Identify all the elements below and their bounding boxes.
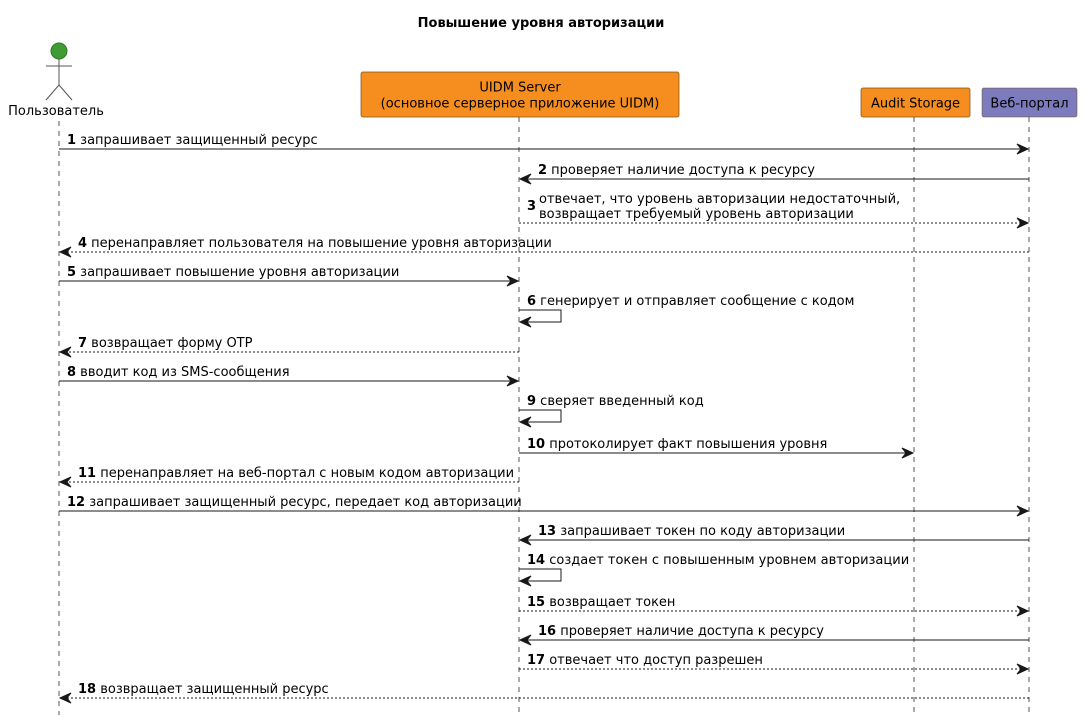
message-17[interactable]	[519, 653, 1028, 674]
message-text: вводит код из SMS-сообщения	[76, 365, 290, 380]
message-8[interactable]	[59, 365, 518, 386]
message-text: отвечает, что уровень авторизации недостаточный,	[539, 192, 901, 207]
message-label	[67, 495, 522, 510]
message-9[interactable]	[519, 394, 704, 427]
participant-audit[interactable]	[861, 88, 970, 117]
message-number: 7	[78, 336, 88, 351]
message-text: перенаправляет пользователя на повышение уровня авторизации	[87, 236, 552, 251]
message-label	[67, 365, 290, 380]
message-12[interactable]	[59, 495, 1028, 516]
message-18[interactable]	[60, 682, 1029, 703]
arrowhead	[60, 247, 71, 257]
message-number: 17	[527, 653, 546, 668]
message-2[interactable]	[520, 163, 1029, 184]
message-label	[538, 163, 815, 178]
message-7[interactable]	[60, 336, 519, 357]
message-text: возвращает форму OTP	[87, 336, 253, 351]
message-label	[527, 553, 909, 568]
message-16[interactable]	[520, 624, 1029, 645]
message-label	[538, 624, 824, 639]
diagram-title: Повышение уровня авторизации	[417, 16, 665, 31]
message-text: сверяет введенный код	[536, 394, 704, 409]
message-text: создает токен с повышенным уровнем авторизации	[545, 553, 910, 568]
message-14[interactable]	[519, 553, 909, 586]
message-number: 6	[527, 294, 537, 309]
message-text: проверяет наличие доступа к ресурсу	[547, 163, 815, 178]
message-label	[527, 653, 763, 668]
message-text: возвращает токен	[545, 595, 676, 610]
message-label	[78, 336, 253, 351]
participant-label: UIDM Server	[479, 80, 561, 96]
actor-icon	[46, 43, 72, 100]
participant-label: Веб-портал	[990, 96, 1069, 112]
message-number: 10	[527, 437, 546, 452]
message-number: 4	[78, 236, 88, 251]
message-number: 5	[67, 265, 77, 280]
message-label	[78, 682, 329, 697]
message-11[interactable]	[60, 466, 519, 487]
message-text: запрашивает токен по коду авторизации	[556, 524, 846, 539]
message-text: проверяет наличие доступа к ресурсу	[556, 624, 824, 639]
message-number: 14	[527, 553, 546, 568]
message-text: отвечает что доступ разрешен	[545, 653, 763, 668]
participant-label: Пользователь	[8, 104, 104, 119]
message-text: протоколирует факт повышения уровня	[545, 437, 828, 452]
arrowhead	[1017, 218, 1028, 228]
message-text: возвращает требуемый уровень авторизации	[539, 207, 854, 222]
message-10[interactable]	[519, 437, 913, 458]
message-label	[78, 236, 552, 251]
message-3[interactable]	[519, 192, 1028, 228]
actor-head	[51, 43, 67, 59]
message-1[interactable]	[59, 133, 1028, 154]
message-13[interactable]	[520, 524, 1029, 545]
message-number: 9	[527, 394, 537, 409]
message-number: 2	[538, 163, 548, 178]
messages	[59, 133, 1029, 703]
message-label	[538, 524, 845, 539]
participants	[8, 43, 1077, 119]
message-label	[527, 294, 854, 309]
participant-label: Audit Storage	[870, 96, 961, 112]
message-number: 1	[67, 133, 77, 148]
message-label	[527, 595, 675, 610]
message-number: 12	[67, 495, 86, 510]
message-label	[527, 394, 704, 409]
arrowhead	[1017, 664, 1028, 674]
participant-label: (основное серверное приложение UIDM)	[380, 96, 660, 112]
arrowhead	[60, 693, 71, 703]
message-number: 15	[527, 595, 546, 610]
message-label	[78, 466, 514, 481]
participant-portal[interactable]	[982, 88, 1077, 117]
message-text: возвращает защищенный ресурс	[96, 682, 329, 697]
message-text: генерирует и отправляет сообщение с кодом	[536, 294, 855, 309]
message-number: 3	[527, 199, 537, 214]
message-number: 18	[78, 682, 97, 697]
participant-user[interactable]	[8, 43, 104, 119]
message-label	[527, 437, 827, 452]
message-6[interactable]	[519, 294, 854, 327]
message-text: перенаправляет на веб-портал с новым кодом авторизации	[96, 466, 515, 481]
message-number: 13	[538, 524, 557, 539]
message-label	[67, 265, 399, 280]
message-label	[67, 133, 318, 148]
message-text: запрашивает повышение уровня авторизации	[76, 265, 400, 280]
message-4[interactable]	[60, 236, 1029, 257]
arrowhead	[1017, 606, 1028, 616]
message-number: 8	[67, 365, 77, 380]
message-number: 16	[538, 624, 557, 639]
message-text: запрашивает защищенный ресурс, передает код авторизации	[85, 495, 522, 510]
message-15[interactable]	[519, 595, 1028, 616]
participant-uidm[interactable]	[361, 72, 679, 117]
message-text: запрашивает защищенный ресурс	[76, 133, 318, 148]
message-5[interactable]	[59, 265, 518, 286]
message-number: 11	[78, 466, 97, 481]
